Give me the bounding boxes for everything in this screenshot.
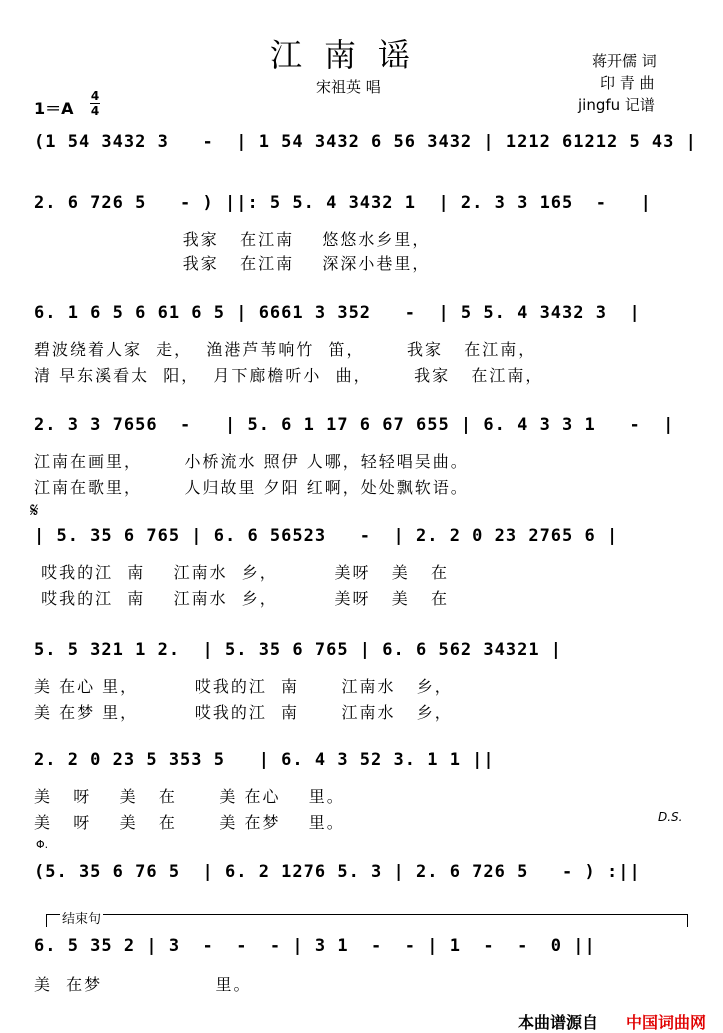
notation: | 5. 35 6 765 | 6. 6 56523 - | 2. 2 0 23 2765 6 | bbox=[34, 526, 619, 546]
key-signature: 1＝A bbox=[34, 99, 74, 118]
notation: 6. 5 35 2 | 3 - - - | 3 1 - - | 1 - - 0 || bbox=[34, 936, 596, 956]
singer: 宋祖英 唱 bbox=[316, 78, 381, 96]
score-row-6 bbox=[34, 640, 689, 720]
lyric-verse-2: 我家 在江南 深深小巷里， bbox=[34, 254, 431, 273]
lyric-verse-2: 美 呀 美 在 美 在梦 里。 bbox=[34, 813, 345, 832]
lyric-verse-1: 我家 在江南 悠悠水乡里， bbox=[34, 230, 431, 249]
transcriber: jingfu 记谱 bbox=[578, 96, 655, 114]
score-row-1 bbox=[34, 132, 697, 162]
site-link[interactable]: 中国词曲网 bbox=[626, 1013, 707, 1032]
score-row-7 bbox=[34, 750, 689, 830]
ending-bracket bbox=[46, 914, 688, 927]
lyric-verse-1: 美 呀 美 在 美 在心 里。 bbox=[34, 787, 345, 806]
lyric-verse-2: 美 在梦 里， 哎我的江 南 江南水 乡， bbox=[34, 703, 453, 722]
ds-mark: D.S. bbox=[658, 810, 683, 824]
notation: 2. 6 726 5 - ) ||: 5 5. 4 3432 1 | 2. 3 3 165 - | bbox=[34, 193, 652, 213]
segno-sign: 𝄋 bbox=[30, 498, 39, 522]
notation: (5. 35 6 76 5 | 6. 2 1276 5. 3 | 2. 6 726 5 - ) :|| bbox=[34, 862, 641, 882]
notation: 5. 5 321 1 2. | 5. 35 6 765 | 6. 6 562 34321 | bbox=[34, 640, 563, 660]
lyric-verse-1: 江南在画里， 小桥流水 照伊 人哪，轻轻唱吴曲。 bbox=[34, 452, 469, 471]
ending-label: 结束句 bbox=[60, 908, 103, 927]
time-signature bbox=[90, 90, 100, 117]
score-row-8 bbox=[34, 862, 689, 892]
notation: (1 54 3432 3 - | 1 54 3432 6 56 3432 | 1212 61212 5 43 | bbox=[34, 132, 697, 152]
coda-sign: Φ. bbox=[36, 838, 49, 851]
source-note: 本曲谱源自 bbox=[518, 1013, 599, 1032]
time-top: 4 bbox=[90, 89, 100, 103]
lyric-verse-2: 江南在歌里， 人归故里 夕阳 红啊，处处飘软语。 bbox=[34, 478, 469, 497]
notation: 2. 3 3 7656 - | 5. 6 1 17 6 67 655 | 6. 4 3 3 1 - | bbox=[34, 415, 675, 435]
score-row-4 bbox=[34, 415, 689, 495]
lyricist: 蒋开儒 词 bbox=[592, 52, 657, 70]
notation: 2. 2 0 23 5 353 5 | 6. 4 3 52 3. 1 1 || bbox=[34, 750, 495, 770]
score-row-9 bbox=[34, 936, 689, 996]
composer: 印 青 曲 bbox=[600, 74, 655, 92]
lyric-verse-1: 美 在梦 里。 bbox=[34, 975, 252, 994]
notation: 6. 1 6 5 6 61 6 5 | 6661 3 352 - | 5 5. 4 3432 3 | bbox=[34, 303, 641, 323]
lyric-verse-2: 哎我的江 南 江南水 乡， 美呀 美 在 bbox=[34, 589, 449, 608]
score-row-3 bbox=[34, 303, 689, 383]
lyric-verse-1: 美 在心 里， 哎我的江 南 江南水 乡， bbox=[34, 677, 453, 696]
lyric-verse-2: 清 早东溪看太 阳， 月下廊檐听小 曲， 我家 在江南， bbox=[34, 366, 544, 385]
score-row-5 bbox=[34, 526, 689, 606]
song-title: 江南谣 bbox=[270, 36, 433, 74]
time-bottom: 4 bbox=[90, 104, 100, 118]
lyric-verse-1: 碧波绕着人家 走， 渔港芦苇响竹 笛， 我家 在江南， bbox=[34, 340, 537, 359]
score-row-2 bbox=[34, 193, 689, 273]
lyric-verse-1: 哎我的江 南 江南水 乡， 美呀 美 在 bbox=[34, 563, 449, 582]
